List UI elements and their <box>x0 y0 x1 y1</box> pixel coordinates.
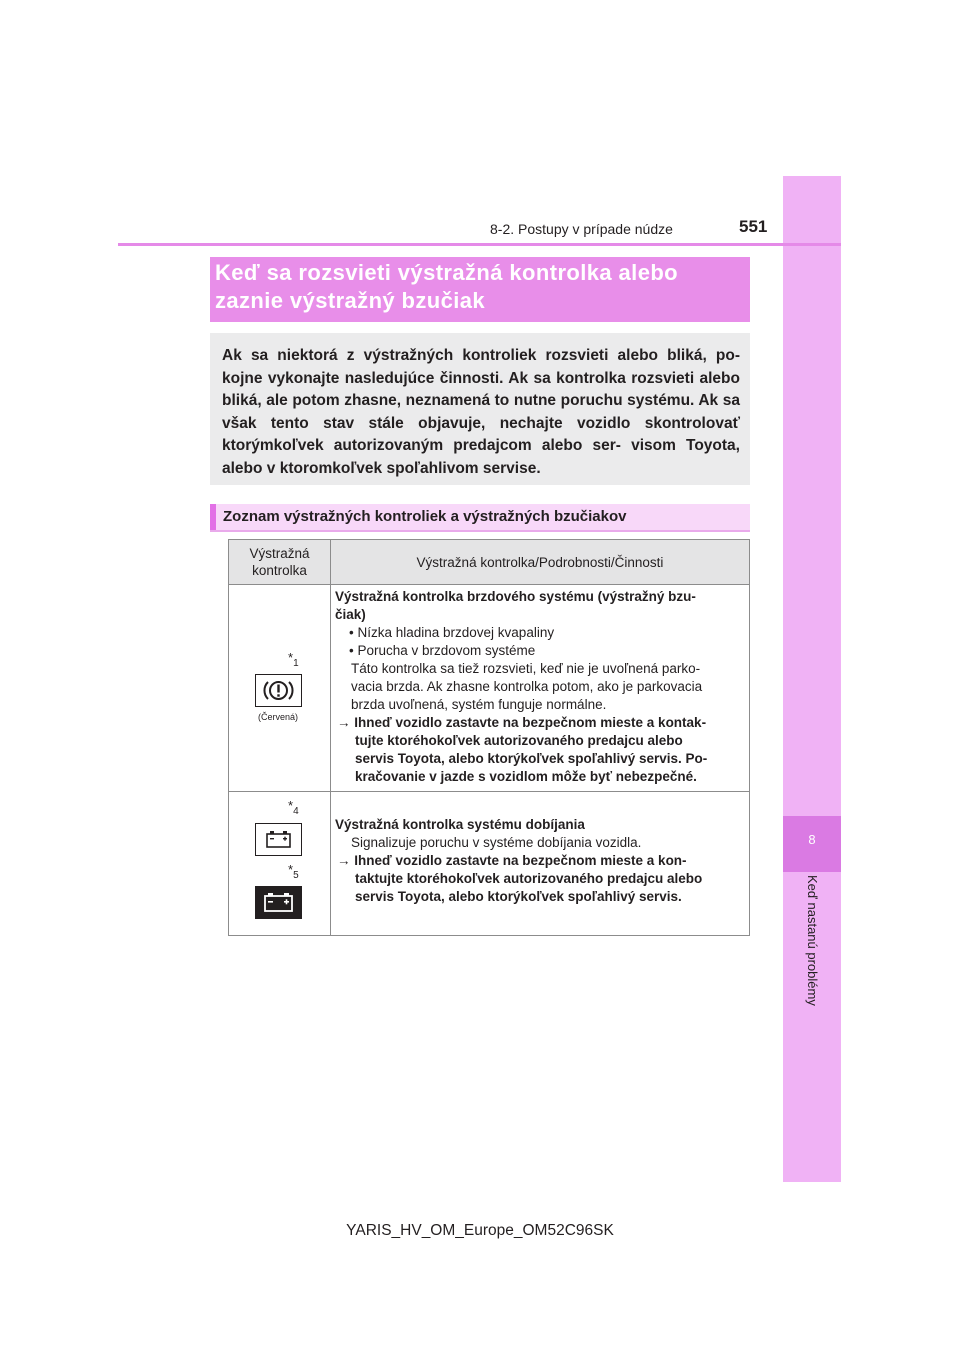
intro-text: Ak sa niektorá z výstražných kontroliek rozsvieti alebo bliká, po- kojne vykonajte nasledujúce činnosti. Ak sa kontrolka rozsvieti alebo bliká, ale potom zhasne, neznamená to nutne poruchu systému. Ak sa však tento stav stále objavuje, nechajte vozidlo skontrolovať ktorýmkoľvek autorizovaným predajcom alebo ser- visom Toyota, alebo v ktoromkoľvek spoľahlivom servise. <box>222 347 740 477</box>
section-title: 8-2. Postupy v prípade núdze <box>490 221 673 237</box>
battery-outline-icon <box>255 823 302 856</box>
chapter-label: Keď nastanú problémy <box>805 875 820 1006</box>
footnote-ref: $*_4$ <box>288 798 299 817</box>
subheading-rule <box>210 530 750 532</box>
table-header-row <box>229 540 750 585</box>
chapter-number: 8 <box>808 832 816 847</box>
battery-filled-icon <box>255 886 302 919</box>
heading-line-2: zaznie výstražný bzučiak <box>215 288 486 313</box>
subheading <box>210 504 750 530</box>
footnote-ref: $*_5$ <box>288 862 299 881</box>
intro-box <box>210 333 750 485</box>
heading-line-1: Keď sa rozsvieti výstražná kontrolka alebo <box>215 260 679 285</box>
page-number: 551 <box>739 217 768 236</box>
brake-icon-cell <box>229 585 331 792</box>
icon-caption: (Červená) <box>258 712 299 722</box>
col-header-details: Výstražná kontrolka/Podrobnosti/Činnosti <box>331 540 750 585</box>
subheading-text: Zoznam výstražných kontroliek a výstražných bzučiakov <box>223 508 627 525</box>
footnote-ref: $*_1$ <box>288 650 299 669</box>
brake-details: Výstražná kontrolka brzdového systému (výstražný bzu- čiak) • Nízka hladina brzdovej kvapaliny • Porucha v brzdovom systéme Táto kontrolka sa tiež rozsvieti, keď nie je uvoľnená parko- vacia brzda. Ak zhasne kontrolka potom, ako je parkovacia brzda uvoľnená, systém funguje normálne. → Ihneď vozidlo zastavte na bezpečnom mieste a kontak- tujte ktoréhokoľvek autorizovaného predajcu alebo servis Toyota, alebo ktorýkoľvek spoľahlivý servis. Po- kračovanie v jazde s vozidlom môže byť nebezpečné. <box>331 585 750 792</box>
col-header-icon: Výstražná kontrolka <box>229 540 331 585</box>
footer-doc-code: YARIS_HV_OM_Europe_OM52C96SK <box>346 1222 614 1239</box>
brake-warning-icon <box>255 674 302 707</box>
charging-details: Výstražná kontrolka systému dobíjania Signalizuje poruchu v systéme dobíjania vozidla. → Ihneď vozidlo zastavte na bezpečnom mieste a kon- taktujte ktoréhokoľvek autorizovaného predajcu alebo servis Toyota, alebo ktorýkoľvek spoľahlivý servis. <box>331 792 750 936</box>
battery-icon-cell <box>229 792 331 936</box>
table-row <box>229 585 750 792</box>
subheading-bar <box>210 504 216 530</box>
page-heading <box>210 257 750 322</box>
chapter-label-wrap <box>783 875 841 1035</box>
warning-lights-table <box>228 539 750 936</box>
table-row <box>229 792 750 936</box>
header-rule <box>118 243 841 246</box>
